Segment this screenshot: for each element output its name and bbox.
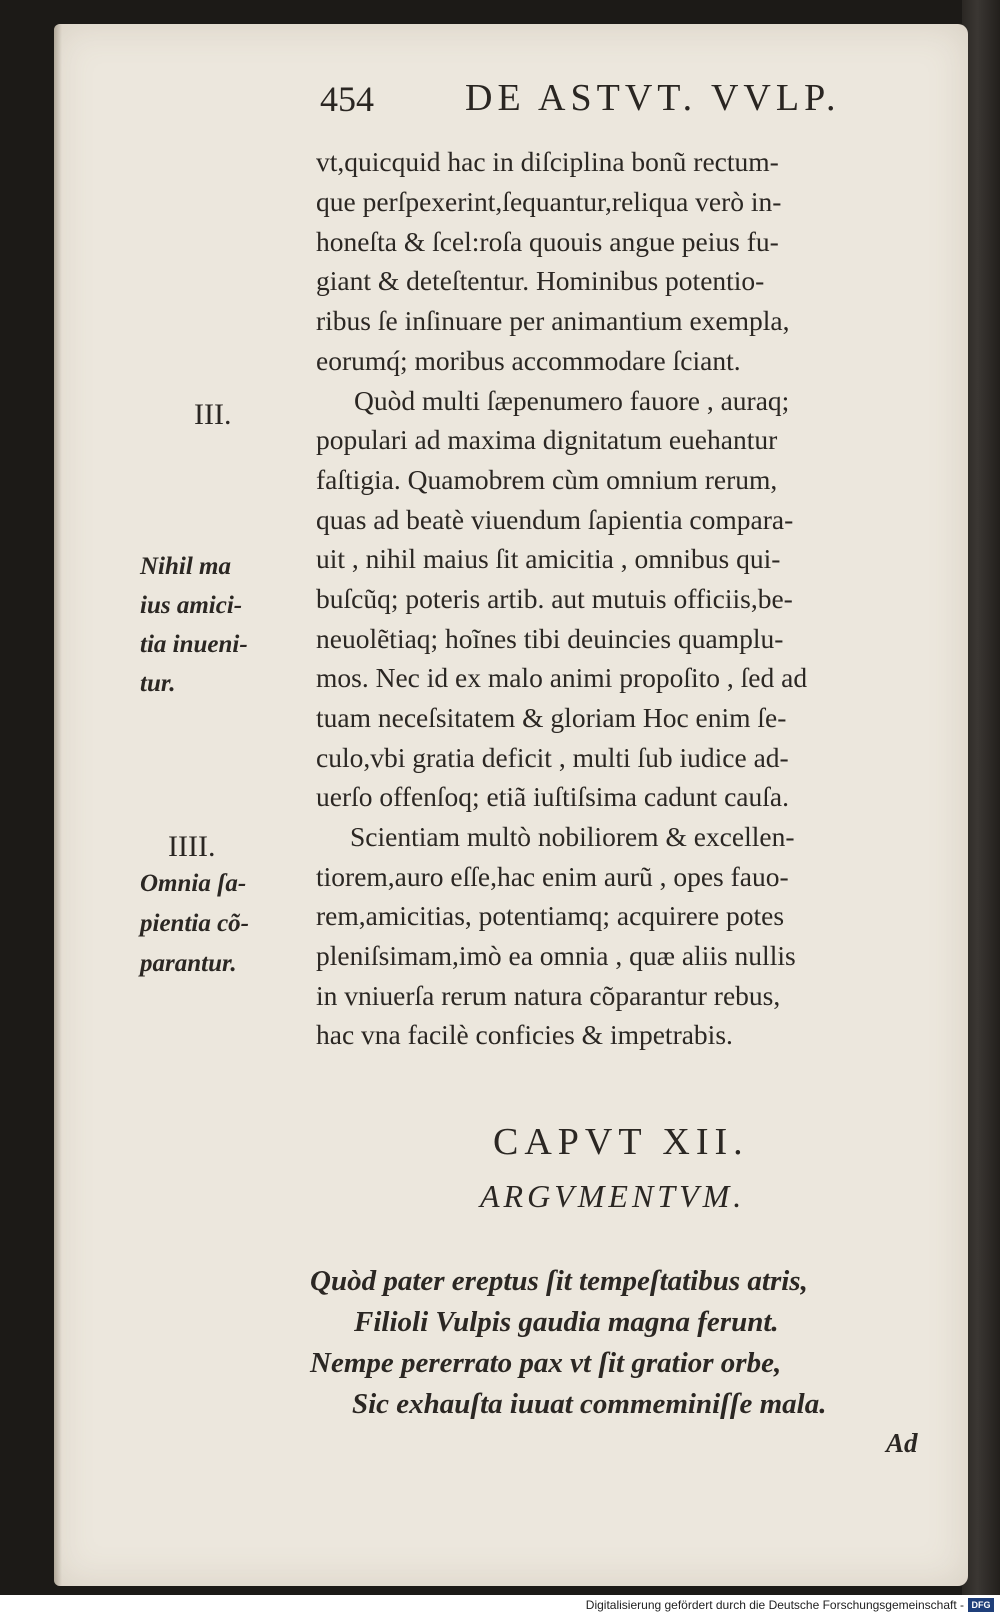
body-line: rem,amicitias, potentiamq; acquirere potes [316, 900, 785, 931]
body-line: vt,quicquid hac in diſciplina bonũ rectum- [316, 146, 779, 177]
margin-note-line: pientia cõ- [140, 910, 250, 937]
verse-line: Quòd pater ereptus ſit tempeſtatibus atris, [310, 1265, 808, 1297]
margin-note-line: parantur. [140, 950, 237, 977]
body-line: quas ad beatè viuendum ſapientia compara- [316, 504, 794, 535]
body-line: culo,vbi gratia deficit , multi ſub iudice ad- [316, 742, 789, 773]
body-line: neuolẽtiaq; hoĩnes tibi deuincies quamplu- [316, 623, 784, 654]
running-title: DE ASTVT. VVLP. [465, 77, 841, 119]
margin-note-line: Omnia ſa- [140, 870, 247, 897]
chapter-title: CAPVT XII. [493, 1121, 749, 1163]
body-line: buſcũq; poteris artib. aut mutuis officiis,be- [316, 583, 793, 614]
body-line: giant & deteſtentur. Hominibus potentio- [316, 265, 765, 296]
body-line: tuam neceſsitatem & gloriam Hoc enim ſe- [316, 702, 787, 733]
margin-note-line: Nihil ma [140, 553, 231, 580]
body-line: que perſpexerint,ſequantur,reliqua verò in- [316, 186, 782, 217]
margin-note-line: ius amici- [140, 592, 243, 619]
verse-line: Filioli Vulpis gaudia magna ferunt. [354, 1306, 779, 1338]
body-line: in vniuerſa rerum natura cõparantur rebus, [316, 980, 781, 1011]
body-line: tiorem,auro eſſe,hac enim aurũ , opes fauo- [316, 861, 789, 892]
digitization-credit: Digitalisierung gefördert durch die Deutsche Forschungsgemeinschaft - [585, 1598, 964, 1612]
chapter-argument-heading: ARGVMENTVM. [480, 1178, 746, 1214]
body-line: Scientiam multò nobiliorem & excellen- [350, 821, 795, 852]
body-line: eorumq́; moribus accommodare ſciant. [316, 345, 741, 376]
body-line: Quòd multi ſæpenumero fauore , auraq; [354, 385, 790, 416]
margin-note-line: tur. [140, 670, 176, 697]
margin-section-number: III. [194, 398, 232, 431]
margin-note-line: tia inueni- [140, 631, 248, 658]
dfg-logo: DFG [968, 1598, 994, 1612]
page-number: 454 [320, 79, 374, 119]
body-line: uit , nihil maius ſit amicitia , omnibus qui- [316, 543, 781, 574]
body-line: hac vna facilè conficies & impetrabis. [316, 1019, 733, 1050]
verse-line: Nempe pererrato pax vt ſit gratior orbe, [310, 1347, 782, 1379]
body-line: uerſo offenſoq; etiã iuſtiſsima cadunt cauſa. [316, 781, 789, 812]
body-line: mos. Nec id ex malo animi propoſito , ſed ad [316, 662, 808, 693]
body-line: pleniſsimam,imò ea omnia , quæ aliis nullis [316, 940, 796, 971]
body-line: faſtigia. Quamobrem cùm omnium rerum, [316, 464, 778, 495]
page-shadow [54, 24, 62, 1586]
verse-line: Sic exhauſta iuuat commeminiſſe mala. [352, 1388, 827, 1420]
margin-section-number: IIII. [168, 830, 216, 863]
body-line: ribus ſe inſinuare per animantium exempla, [316, 305, 790, 336]
catchword: Ad [886, 1428, 918, 1458]
body-line: populari ad maxima dignitatum euehantur [316, 424, 778, 455]
body-line: honeſta & ſcel:roſa quouis angue peius fu- [316, 226, 779, 257]
